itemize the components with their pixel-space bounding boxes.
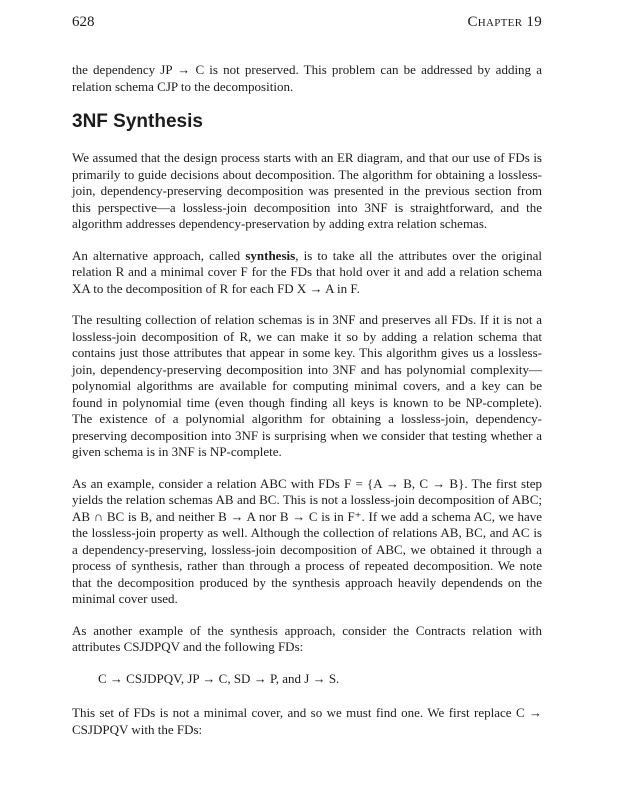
running-header <box>72 14 542 36</box>
paragraph-4: As an example, consider a relation ABC with FDs F = {A → B, C → B}. The first step yields the relation schemas AB and BC. This is not a lossless-join decomposition of ABC; AB ∩ BC is B, and neither B → A nor B → C is in F⁺. If we add a schema AC, we have the lossless-join property as well. Although the collection of relations AB, BC, and AC is a dependency-preserving, lossless-join decomposition of ABC, we obtained it through a process of synthesis, rather than through a process of repeated decomposition. We note that the decomposition produced by the synthesis approach heavily dependends on the minimal cover used. <box>72 475 542 606</box>
term-synthesis: synthesis <box>245 247 296 263</box>
paragraph-6: This set of FDs is not a minimal cover, and so we must find one. We first replace C → CSJDPQV with the FDs: <box>72 705 542 737</box>
paragraph-3: The resulting collection of relation schemas is in 3NF and preserves all FDs. If it is not a lossless-join decomposition of R, we can make it so by adding a relation schema that contains just those attributes that appear in some key. This algorithm gives us a lossless-join, dependency-preserving decomposition into 3NF and has polynomial complexity—polynomial algorithms are available for computing minimal covers, and a key can be found in polynomial time (even though finding all keys is known to be NP-complete). The existence of a polynomial algorithm for obtaining a lossless-join, dependency-preserving decomposition into 3NF is surprising when we consider that testing whether a given schema is in 3NF is NP-complete. <box>72 312 542 459</box>
intro-paragraph: the dependency JP → C is not preserved. This problem can be addressed by adding a relation schema CJP to the decomposition. <box>72 62 542 94</box>
paragraph-2-lead: An alternative approach, called <box>72 247 246 263</box>
page-body <box>72 62 542 753</box>
page-number: 628 <box>72 14 95 30</box>
paragraph-2-rest: , is to take all the attributes over the original relation R and a minimal cover F for the FDs that hold over it and add a relation schema XA to the decomposition of R for each FD X → A in F. <box>72 247 542 296</box>
paragraph-2 <box>72 248 542 298</box>
section-title: 3NF Synthesis <box>72 111 203 132</box>
paragraph-1: We assumed that the design process starts with an ER diagram, and that our use of FDs is primarily to guide decisions about decomposition. The algorithm for obtaining a lossless-join, dependency-preserving decomposition was presented in the previous section from this perspective—a lossless-join decomposition into 3NF is straightforward, and the algorithm addresses dependency-preservation by adding extra relation schemas. <box>72 150 542 231</box>
paragraph-5: As another example of the synthesis approach, consider the Contracts relation with attributes CSJDPQV and the following FDs: <box>72 622 542 654</box>
chapter-label: Chapter 19 <box>467 14 542 30</box>
fd-list: C → CSJDPQV, JP → C, SD → P, and J → S. <box>98 670 340 686</box>
